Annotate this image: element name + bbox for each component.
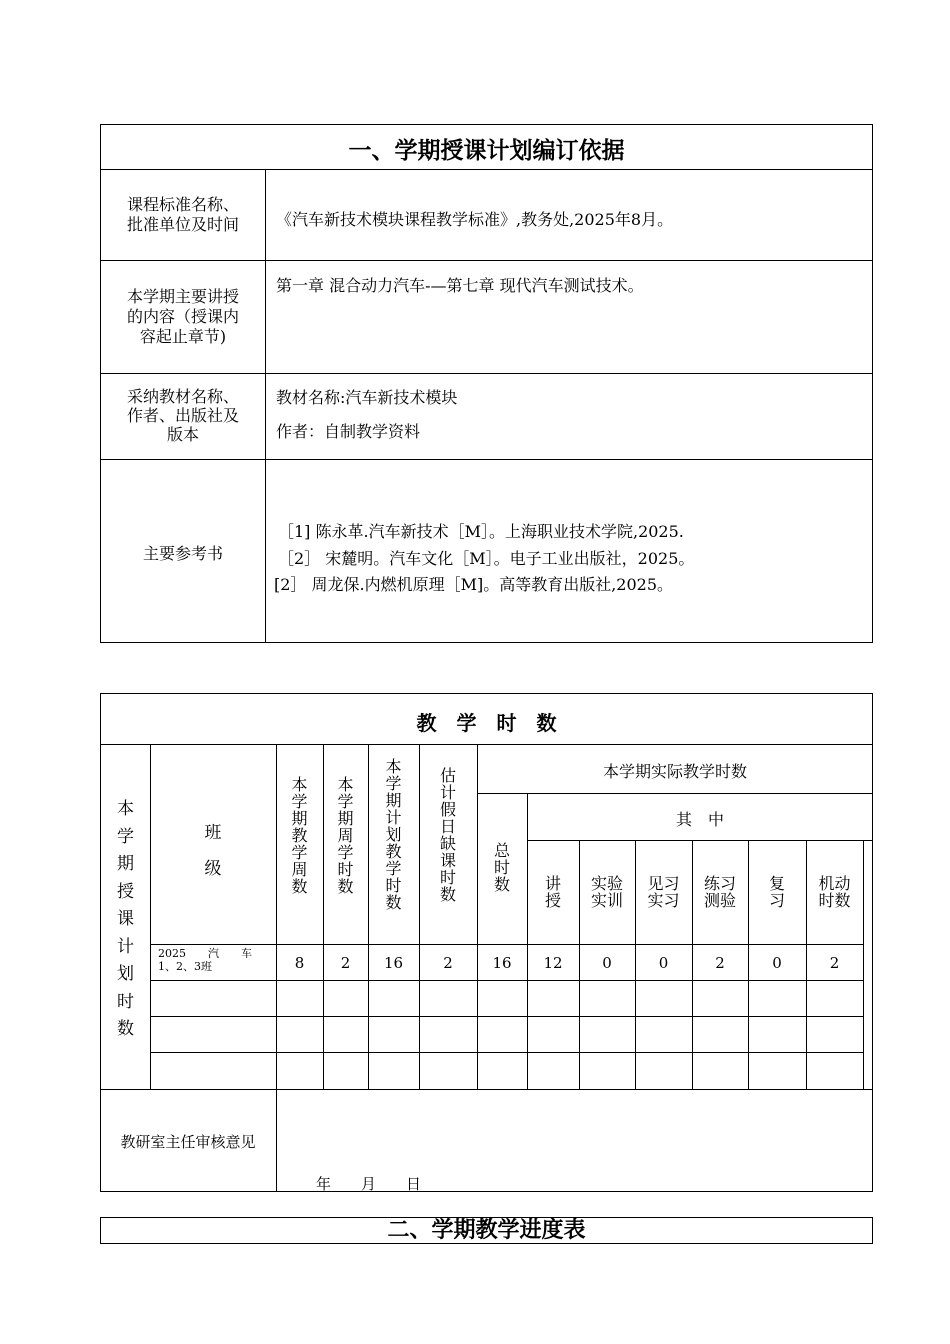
header-total: 总 时 数 <box>493 841 510 894</box>
label-main-content: 本学期主要讲授 的内容（授课内 容起止章节) <box>126 287 239 346</box>
value-lecture: 12 <box>543 954 563 972</box>
value-observation: 0 <box>658 954 669 972</box>
value-flexible: 2 <box>829 954 840 972</box>
value-planned-hours: 16 <box>383 954 404 972</box>
header-actual-group: 本学期实际教学时数 <box>602 762 747 781</box>
section2-title: 教 学 时 数 <box>416 711 557 735</box>
value-total: 16 <box>492 954 512 972</box>
content-textbook-author: 作者：自制教学资料 <box>276 422 421 441</box>
header-weekly-hours: 本 学 期 周 学 时 数 <box>337 775 354 896</box>
review-date: 年 月 日 <box>316 1175 422 1193</box>
value-experiment: 0 <box>602 954 612 972</box>
header-observation: 见习 实习 <box>647 874 680 910</box>
header-experiment: 实验 实训 <box>590 874 623 910</box>
header-review: 复 习 <box>768 874 785 910</box>
header-planned-hours: 本 学 期 计 划 教 学 时 数 <box>385 757 402 912</box>
value-holiday-hours: 2 <box>443 954 453 972</box>
label-course-standard: 课程标准名称、 批准单位及时间 <box>126 195 239 234</box>
label-references: 主要参考书 <box>142 544 223 563</box>
value-review: 0 <box>772 954 782 972</box>
class-header: 班 级 <box>204 823 222 879</box>
value-practice: 2 <box>715 954 725 972</box>
header-weeks: 本 学 期 教 学 周 数 <box>291 775 308 896</box>
reference-3: [2］ 周龙保.内燃机原理［M]。高等教育出版社,2025。 <box>274 575 674 594</box>
review-label: 教研室主任审核意见 <box>120 1133 256 1151</box>
value-weeks: 8 <box>294 954 305 972</box>
side-label: 本 学 期 授 课 计 划 时 数 <box>117 799 134 1039</box>
header-among: 其 中 <box>675 810 724 829</box>
header-practice: 练习 测验 <box>703 874 736 910</box>
content-main-content: 第一章 混合动力汽车-—第七章 现代汽车测试技术。 <box>276 276 644 295</box>
header-flexible: 机动 时数 <box>818 874 851 910</box>
header-lecture: 讲 授 <box>544 874 561 910</box>
value-weekly-hours: 2 <box>340 954 351 972</box>
label-textbook: 采纳教材名称、 作者、出版社及 版本 <box>126 387 239 444</box>
content-course-standard: 《汽车新技术模块课程教学标准》,教务处,2025年8月。 <box>276 210 674 229</box>
content-textbook-name: 教材名称:汽车新技术模块 <box>276 388 458 407</box>
section1-title: 一、学期授课计划编订依据 <box>348 138 625 164</box>
header-holiday-hours: 估 计 假 日 缺 课 时 数 <box>439 766 456 904</box>
reference-2: ［2］ 宋麓明。汽车文化［M］。电子工业出版社，2025。 <box>278 549 695 568</box>
reference-1: ［1] 陈永革.汽车新技术［M］。上海职业技术学院,2025. <box>278 522 684 541</box>
section3-title: 二、学期教学进度表 <box>387 1218 586 1243</box>
class-cell: 2025 汽 车 1、2、3班 <box>158 947 252 973</box>
